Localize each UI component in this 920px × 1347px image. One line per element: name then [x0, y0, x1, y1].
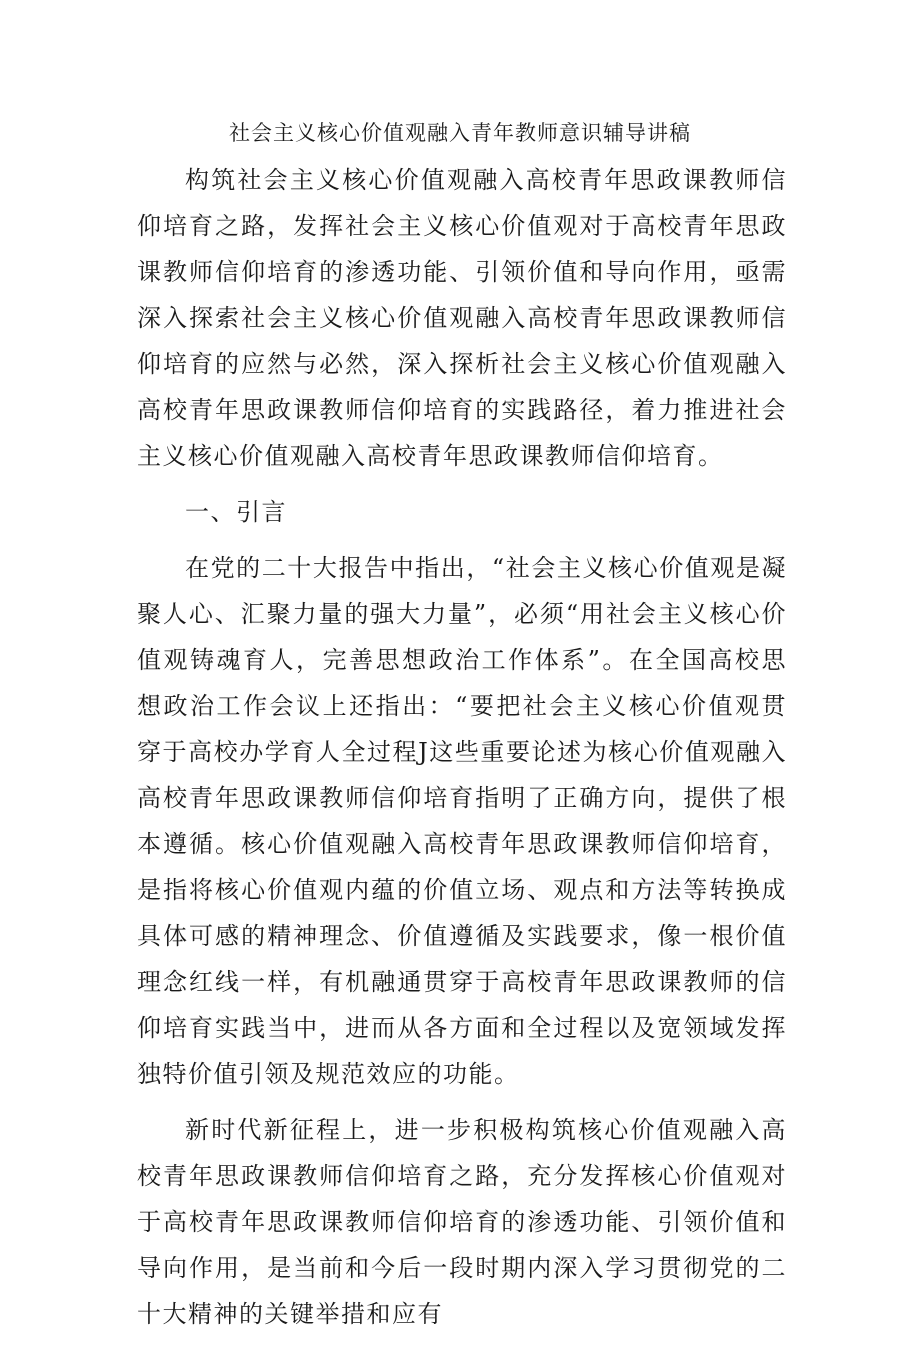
paragraph-report-quote: 在党的二十大报告中指出，“社会主义核心价值观是凝聚人心、汇聚力量的强大力量”，必须“用社会主义核心价值观铸魂育人，完善思想政治工作体系”。在全国高校思想政治工作会议上还指出：“要把社会主义核心价值观贯穿于高校办学育人全过程J这些重要论述为核心价值观融入高校青年思政课教师信仰培育指明了正确方向，提供了根本遵循。核心价值观融入高校青年思政课教师信仰培育，是指将核心价值观内蕴的价值立场、观点和方法等转换成具体可感的精神理念、价值遵循及实践要求，像一根价值理念红线一样，有机融通贯穿于高校青年思政课教师的信仰培育实践当中，进而从各方面和全过程以及宽领域发挥独特价值引领及规范效应的功能。: [137, 554, 787, 1088]
paragraph-new-era: 新时代新征程上，进一步积极构筑核心价值观融入高校青年思政课教师信仰培育之路，充分发挥核心价值观对于高校青年思政课教师信仰培育的渗透功能、引领价值和导向作用，是当前和今后一段时期内深入学习贯彻党的二十大精神的关键举措和应有: [137, 1116, 787, 1328]
document-title: 社会主义核心价值观融入青年教师意识辅导讲稿: [229, 121, 691, 145]
paragraph-intro: 构筑社会主义核心价值观融入高校青年思政课教师信仰培育之路，发挥社会主义核心价值观对于高校青年思政课教师信仰培育的渗透功能、引领价值和导向作用，亟需深入探索社会主义核心价值观融入高校青年思政课教师信仰培育的应然与必然，深入探析社会主义核心价值观融入高校青年思政课教师信仰培育的实践路径，着力推进社会主义核心价值观融入高校青年思政课教师信仰培育。: [137, 166, 787, 470]
section-heading-introduction: 一、引言: [185, 498, 287, 526]
document-body: [137, 157, 787, 1347]
